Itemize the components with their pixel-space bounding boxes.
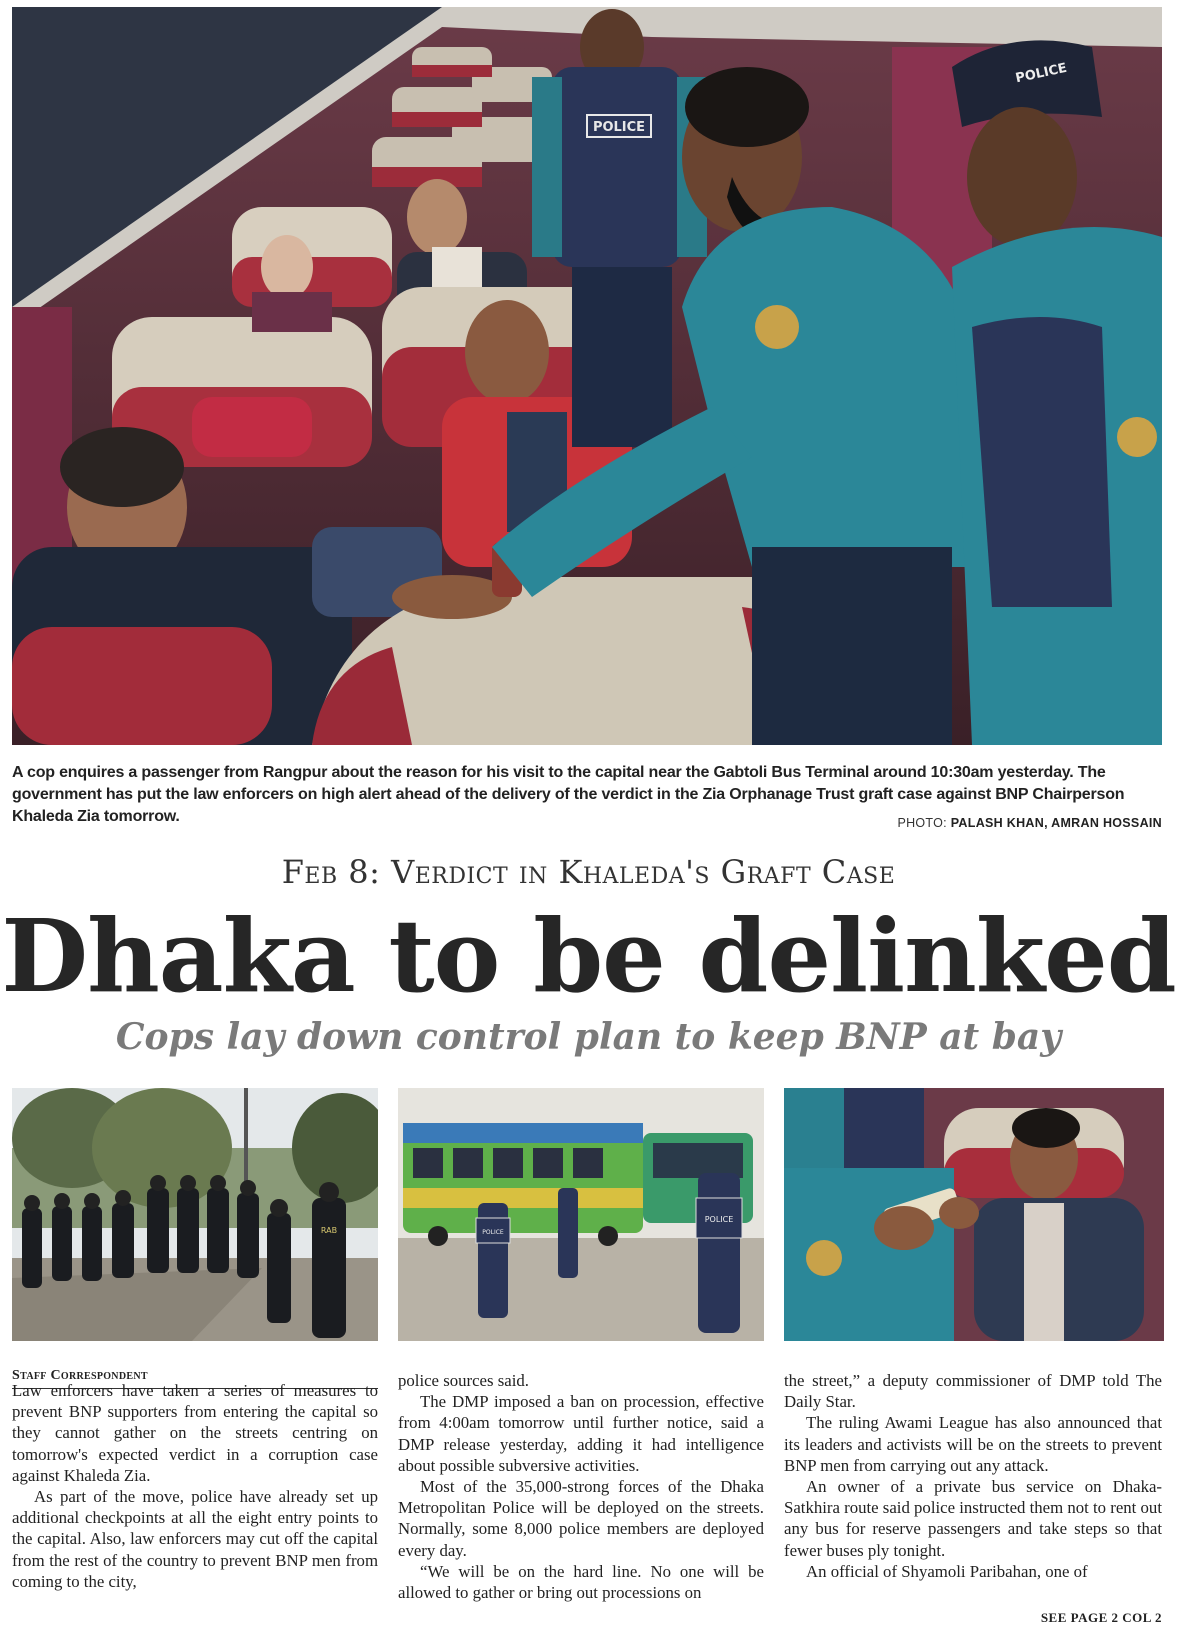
article-column-1	[12, 1380, 378, 1592]
bus-photo	[398, 1088, 764, 1341]
article-paragraph: the street,” a deputy commissioner of DMP told The Daily Star.	[784, 1371, 1162, 1412]
article-column-3	[784, 1370, 1162, 1582]
article-paragraph: As part of the move, police have already set up additional checkpoints at all the eight entry points to the capital. Also, law enforcers may cut off the capital from the rest of the country to prevent BNP men from coming to the city,	[12, 1487, 378, 1591]
police-text-1: POLICE	[482, 1229, 504, 1236]
photo-caption: A cop enquires a passenger from Rangpur about the reason for his visit to the capital near the Gabtoli Bus Terminal around 10:30am yesterday. The government has put the law enforcers on high alert ahead of the delivery of the verdict in the Zia Orphanage Trust graft case against BNP Chairperson Khaleda Zia tomorrow.	[12, 764, 1125, 825]
rab-photo	[12, 1088, 378, 1341]
byline: Staff Correspondent	[12, 1368, 378, 1389]
article-paragraph: police sources said.	[398, 1371, 529, 1390]
police-text-2: POLICE	[704, 1215, 734, 1224]
article-paragraph: Most of the 35,000-strong forces of the Dhaka Metropolitan Police will be deployed on the streets. Normally, some 8,000 police members are deployed every day.	[398, 1477, 764, 1560]
article-column-2	[398, 1370, 764, 1603]
passenger-photo	[784, 1088, 1164, 1341]
article-paragraph: An official of Shyamoli Paribahan, one of	[806, 1561, 1088, 1581]
photo-credit	[897, 816, 1162, 830]
continued-jump-link[interactable]: SEE PAGE 2 COL 2	[1040, 1610, 1162, 1625]
article-paragraph: The ruling Awami League has also announced that its leaders and activists will be on the streets to prevent BNP men from carrying out any attack.	[784, 1413, 1162, 1475]
headline: Dhaka to be delinked	[1, 897, 1176, 1015]
photo-credit-names: PALASH KHAN, AMRAN HOSSAIN	[950, 816, 1162, 830]
article-paragraph: Law enforcers have taken a series of measures to prevent BNP supporters from entering the capital so they cannot gather on the streets centring on tomorrow's expected verdict in a corruption case against Khaleda Zia.	[12, 1381, 378, 1485]
article-paragraph: The DMP imposed a ban on procession, effective from 4:00am tomorrow until further notice, said a DMP release yesterday, adding it had intelligence about possible subversive activities.	[398, 1392, 764, 1475]
article-paragraph: “We will be on the hard line. No one will be allowed to gather or bring out processions on	[398, 1561, 764, 1603]
photo-credit-label: PHOTO:	[897, 816, 947, 830]
vest-police-text: POLICE	[592, 120, 646, 135]
hero-photo	[12, 7, 1162, 745]
subhead: Cops lay down control plan to keep BNP at bay	[115, 1016, 1062, 1058]
rab-text: RAB	[320, 1226, 338, 1235]
kicker: Feb 8: Verdict in Khaleda's Graft Case	[281, 853, 896, 891]
article-paragraph: An owner of a private bus service on Dhaka-Satkhira route said police instructed them not to rent out any bus for reserve passengers and take steps so that fewer buses ply tonight.	[784, 1477, 1162, 1560]
cap-police-text: POLICE	[1014, 60, 1069, 87]
